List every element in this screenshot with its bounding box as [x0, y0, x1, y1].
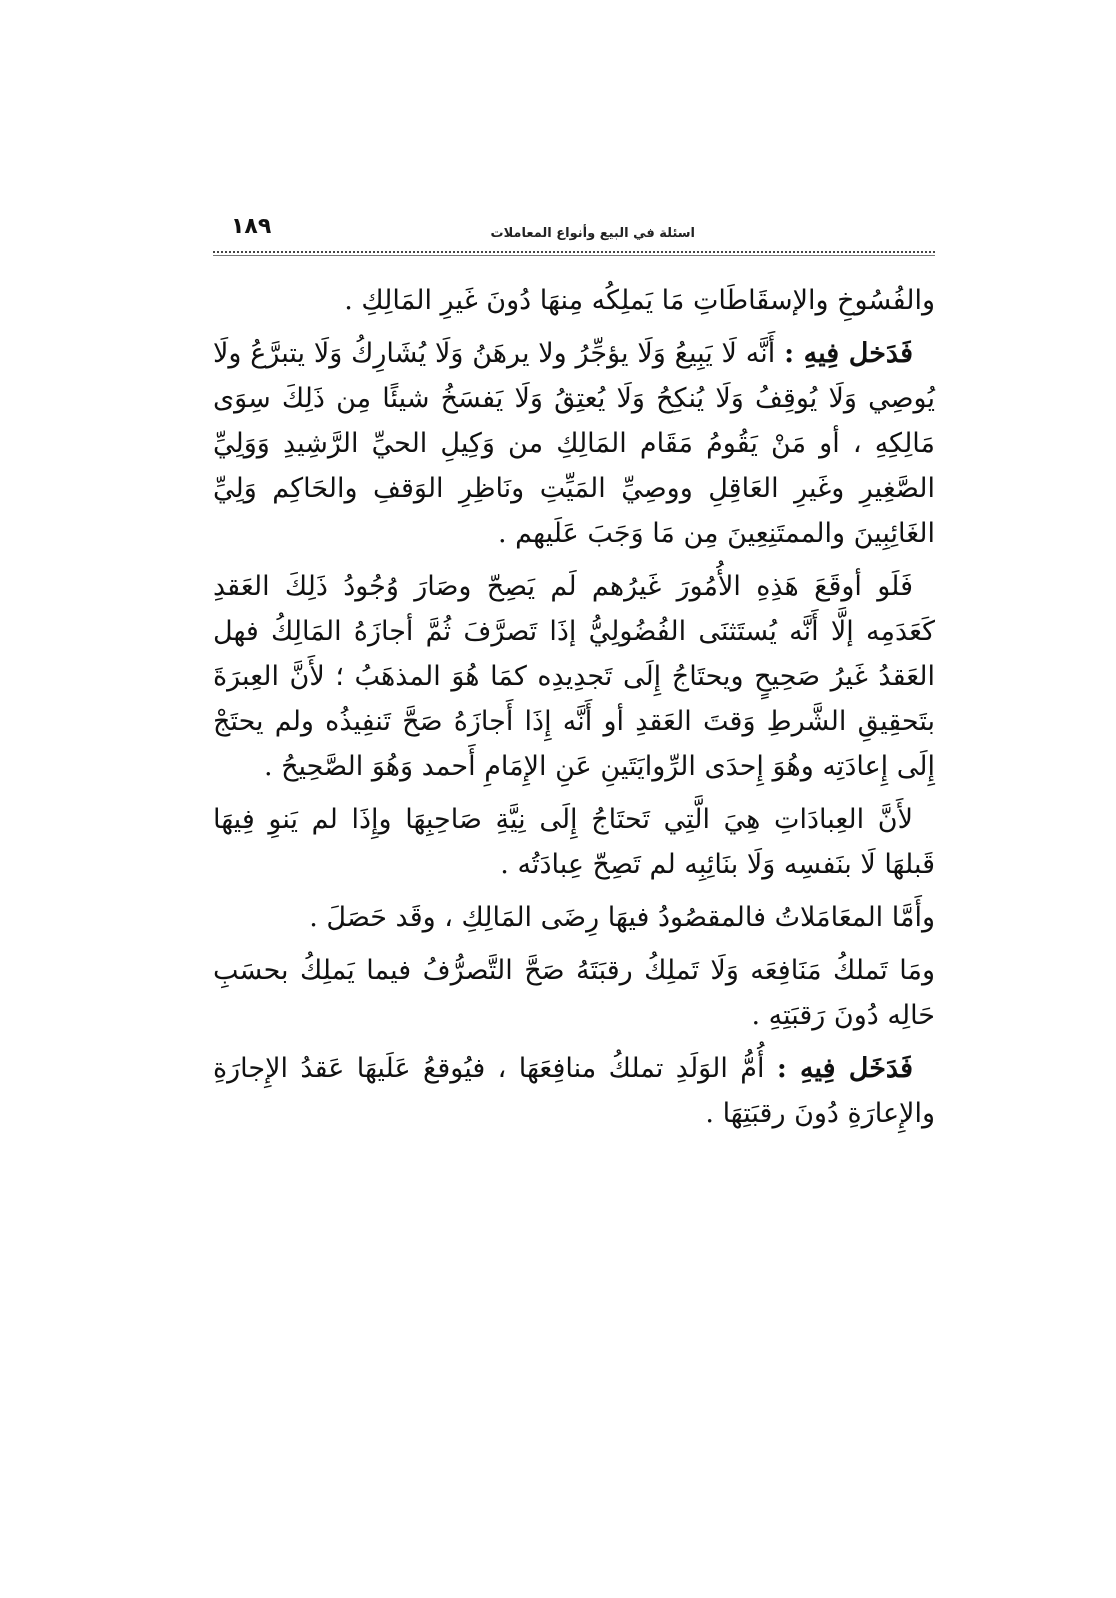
- paragraph-text: أَنَّه لَا يَبِيعُ وَلَا يؤجِّرُ ولا يرهَنُ وَلَا يُشَارِكُ وَلَا يتبرَّعُ ولَا يُوصِي وَلَا يُوقِفُ وَلَا يُنكِحُ وَلَا يُعتِقُ وَلَا يَفسَخُ شيئًا مِن ذَلِكَ سِوَى مَالِكِهِ ، أو مَنْ يَقُومُ مَقَام المَالِكِ من وَكِيلِ الحيِّ الرَّشِيدِ وَوَلِيِّ الصَّغِيرِ وغَيرِ العَاقِلِ ووصِيِّ المَيِّتِ ونَاظِرِ الوَقفِ والحَاكِم وَلِيِّ الغَائِبِينَ والممتَنِعِينَ مِن مَا وَجَبَ عَلَيهم .: [213, 338, 935, 549]
- header-divider-line: [213, 255, 935, 256]
- paragraph-lead: فَدَخَل فِيهِ :: [776, 1053, 914, 1084]
- paragraph: [213, 278, 935, 323]
- paragraph-text: وأَمَّا المعَامَلاتُ فالمقصُودُ فيهَا رِضَى المَالِكِ ، وقَد حَصَلَ .: [309, 902, 935, 933]
- paragraph: [213, 564, 935, 789]
- paragraph: [213, 331, 935, 556]
- page-header: [213, 212, 935, 252]
- running-title: اسئلة في البيع وأنواع المعاملات: [490, 226, 695, 241]
- paragraph: [213, 797, 935, 887]
- header-divider: [213, 251, 935, 253]
- paragraph-text: أُمُّ الوَلَدِ تملكُ منافِعَهَا ، فيُوقعُ عَلَيهَا عَقدُ الإِجارَةِ والإِعارَةِ دُونَ رقبَتِهَا .: [213, 1053, 935, 1129]
- paragraph-text: لأَنَّ العِبادَاتِ هِيَ الَّتِي تَحتَاجُ إِلَى نِيَّةِ صَاحِبِهَا وإِذَا لم يَنوِ فِيهَا قَبلهَا لَا بنَفسِه وَلَا بنَائِبِه لم تَصِحّ عِبادَتُه .: [213, 804, 935, 880]
- paragraph-text: والفُسُوخِ والإسقَاطَاتِ مَا يَملِكُه مِنهَا دُونَ غَيرِ المَالِكِ .: [344, 285, 935, 316]
- page-number: ١٨٩: [231, 214, 272, 239]
- paragraph: [213, 948, 935, 1038]
- paragraph: [213, 1046, 935, 1136]
- body-text: [213, 278, 935, 1144]
- paragraph: [213, 895, 935, 940]
- paragraph-text: ومَا تَملكُ مَنَافِعَه وَلَا تَملِكُ رقبَتَهُ صَحَّ التَّصرُّفُ فيما يَملِكُ بحسَبِ حَالِه دُونَ رَقبَتِهِ .: [213, 955, 935, 1031]
- paragraph-text: فَلَو أوقَعَ هَذِهِ الأُمُورَ غَيرُهم لَم يَصِحّ وصَارَ وُجُودُ ذَلِكَ العَقدِ كَعَدَمِه إلَّا أَنَّه يُستَثنَى الفُضُولِيُّ إذَا تَصرَّفَ ثُمَّ أجازَهُ المَالِكُ فهل العَقدُ غَيرُ صَحِيحٍ ويحتَاجُ إِلَى تَجدِيدِه كمَا هُوَ المذهَبُ ؛ لأَنَّ العِبرَةَ بتَحقِيقِ الشَّرطِ وَقتَ العَقدِ أو أَنَّه إِذَا أَجازَهُ صَحَّ تَنفِيذُه ولم يحتَجْ إِلَى إِعادَتِه وهُوَ إِحدَى الرِّوايَتَينِ عَنِ الإِمَامِ أَحمد وَهُوَ الصَّحِيحُ .: [213, 571, 935, 782]
- paragraph-lead: فَدَخل فِيهِ :: [784, 338, 914, 369]
